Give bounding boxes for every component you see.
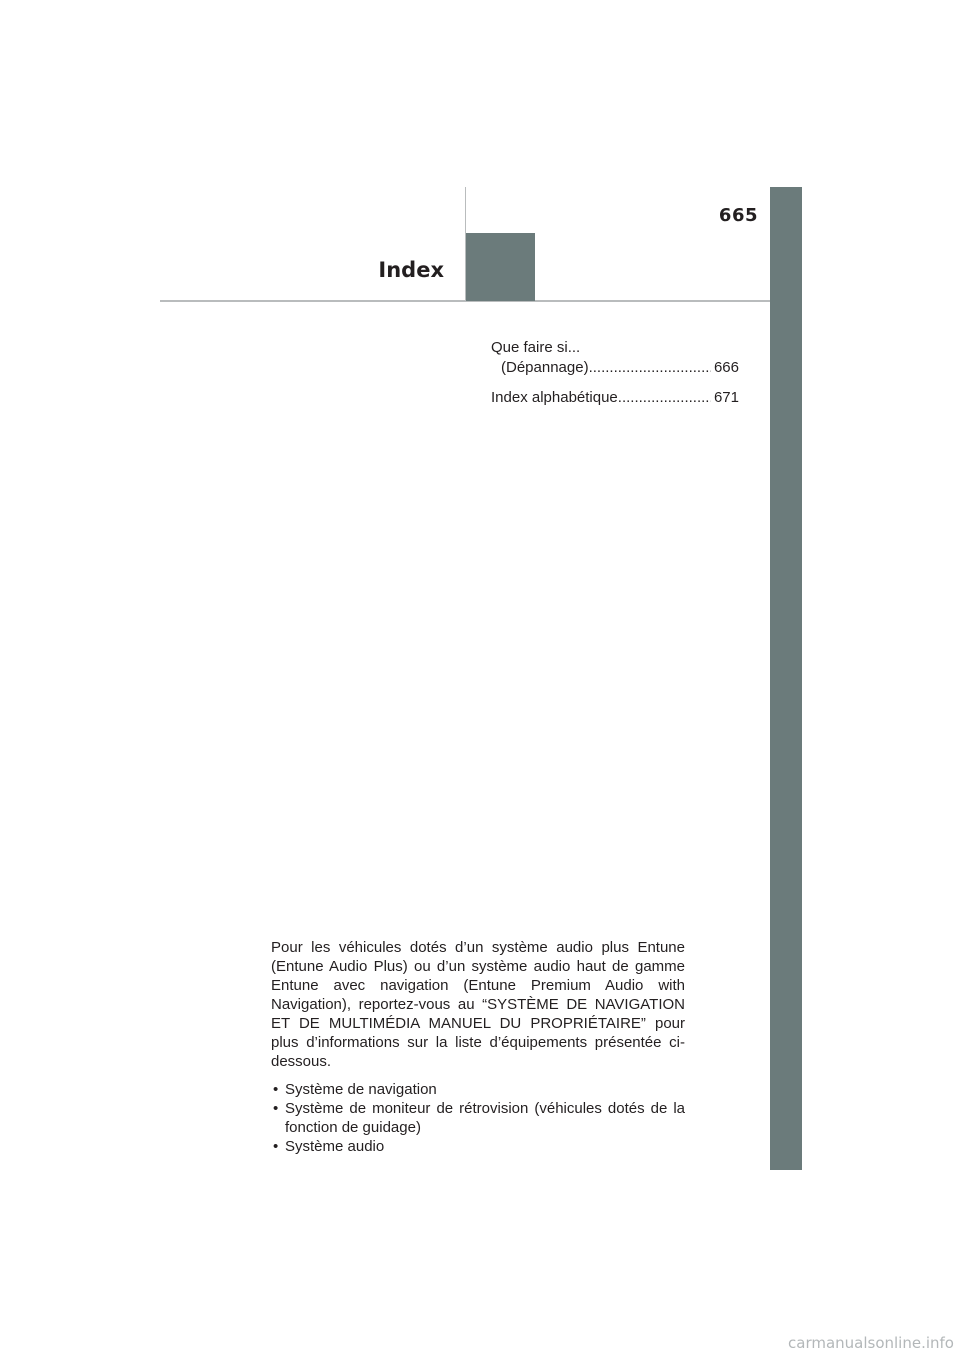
toc-leader-dots [589, 358, 711, 378]
list-item: • Système audio [271, 1137, 685, 1156]
toc-entry-label: (Dépannage) [501, 359, 589, 376]
toc-entry-page: 666 [713, 359, 739, 376]
note-paragraph: Pour les véhicules dotés d’un système audio plus Entune (Entune Audio Plus) ou d’un système audio haut de gamme Entune avec navigation (Entune Premium Audio with Navigation), reportez-vous au “SYSTÈME DE NAVIGATION ET DE MULTIMÉDIA MANUEL DU PROPRIÉTAIRE” pour plus d’informations sur la liste d’équipements présentée ci-dessous. [271, 939, 685, 1070]
equipment-note [271, 938, 685, 1156]
toc-entry-page: 671 [713, 389, 739, 406]
section-marker-block [466, 233, 535, 301]
toc-entry-label: Index alphabétique [491, 389, 618, 406]
header-horizontal-rule [160, 300, 770, 302]
list-item: • Système de navigation [271, 1080, 685, 1099]
table-of-contents [491, 338, 739, 408]
toc-entry-label: Que faire si... [491, 339, 581, 356]
toc-entry-troubleshooting-heading[interactable] [491, 338, 739, 358]
watermark: carmanualsonline.info [788, 1334, 954, 1352]
chapter-side-tab [770, 187, 802, 1170]
page-number: 665 [718, 205, 758, 226]
equipment-list [271, 1080, 685, 1156]
toc-entry-troubleshooting[interactable] [491, 358, 739, 378]
toc-leader-dots [618, 388, 711, 408]
section-title: Index [378, 258, 444, 282]
list-item: • Système de moniteur de rétrovision (véhicules dotés de la fonction de guidage) [271, 1099, 685, 1137]
toc-entry-alphabetical-index[interactable] [491, 388, 739, 408]
